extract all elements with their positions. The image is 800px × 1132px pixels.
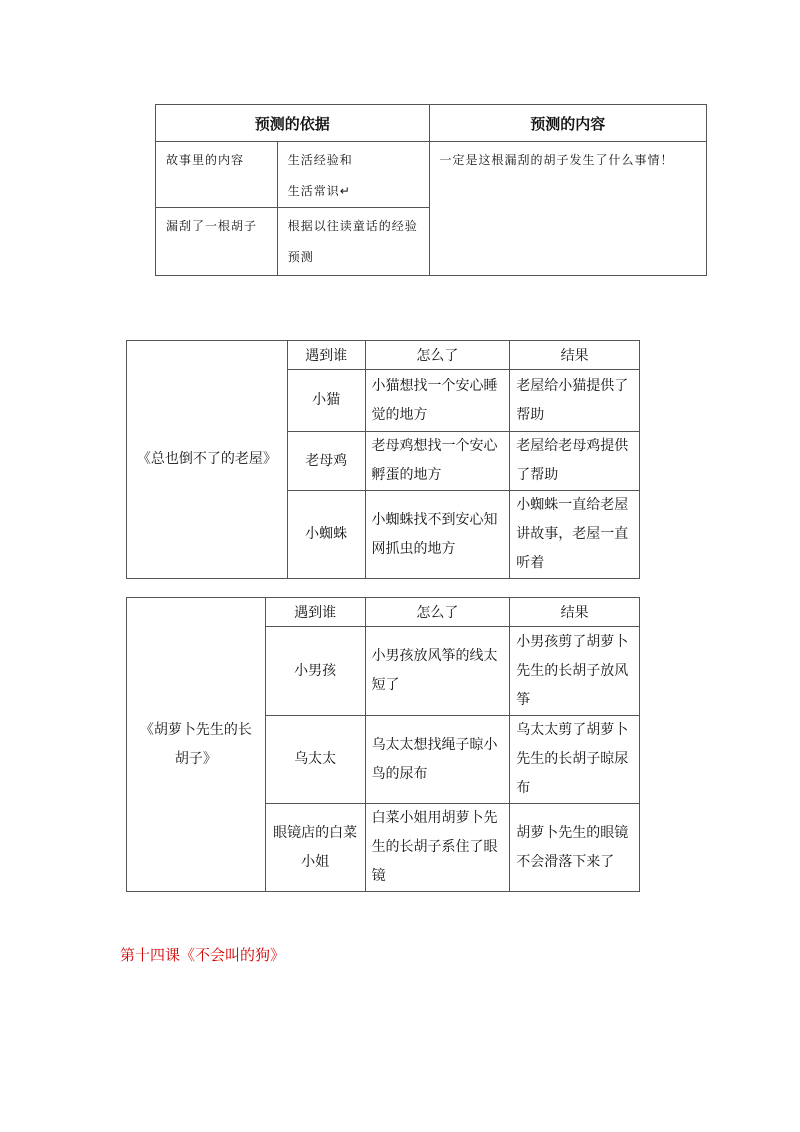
cell-result: 乌太太剪了胡萝卜先生的长胡子晾尿布 xyxy=(510,716,640,804)
cell-what: 小男孩放风筝的线太短了 xyxy=(365,627,510,716)
header-what: 怎么了 xyxy=(365,598,510,627)
cell-missed-beard: 漏刮了一根胡子 xyxy=(156,208,278,276)
header-basis: 预测的依据 xyxy=(156,105,430,142)
story-title: 《总也倒不了的老屋》 xyxy=(127,341,288,579)
header-who: 遇到谁 xyxy=(265,598,365,627)
cell-who: 乌太太 xyxy=(265,716,365,804)
cell-fairy-tale-experience: 根据以往读童话的经验预测 xyxy=(277,208,429,276)
header-what: 怎么了 xyxy=(365,341,510,370)
cell-who: 老母鸡 xyxy=(287,432,365,491)
header-result: 结果 xyxy=(510,598,640,627)
carrot-table xyxy=(126,597,640,892)
cell-result: 胡萝卜先生的眼镜不会滑落下来了 xyxy=(510,804,640,892)
cell-result: 小蜘蛛一直给老屋讲故事，老屋一直听着 xyxy=(510,491,640,579)
cell-result: 老屋给老母鸡提供了帮助 xyxy=(510,432,640,491)
cell-story-content: 故事里的内容 xyxy=(156,142,278,208)
header-content: 预测的内容 xyxy=(429,105,706,142)
cell-what: 老母鸡想找一个安心孵蛋的地方 xyxy=(365,432,510,491)
story-title: 《胡萝卜先生的长胡子》 xyxy=(127,598,266,892)
cell-result: 小男孩剪了胡萝卜先生的长胡子放风筝 xyxy=(510,627,640,716)
cell-prediction: 一定是这根漏刮的胡子发生了什么事情！ xyxy=(429,142,706,276)
cell-who: 小男孩 xyxy=(265,627,365,716)
cell-what: 小蜘蛛找不到安心知网抓虫的地方 xyxy=(365,491,510,579)
cell-what: 小猫想找一个安心睡觉的地方 xyxy=(365,370,510,432)
old-house-table xyxy=(126,340,640,579)
lesson-heading: 第十四课《不会叫的狗》 xyxy=(120,946,286,964)
cell-who: 小猫 xyxy=(287,370,365,432)
header-who: 遇到谁 xyxy=(287,341,365,370)
cell-who: 眼镜店的白菜小姐 xyxy=(265,804,365,892)
prediction-table xyxy=(155,104,707,276)
cell-result: 老屋给小猫提供了帮助 xyxy=(510,370,640,432)
cell-who: 小蜘蛛 xyxy=(287,491,365,579)
cell-what: 乌太太想找绳子晾小鸟的尿布 xyxy=(365,716,510,804)
cell-what: 白菜小姐用胡萝卜先生的长胡子系住了眼镜 xyxy=(365,804,510,892)
cell-life-experience: 生活经验和 生活常识↵ xyxy=(277,142,429,208)
header-result: 结果 xyxy=(510,341,640,370)
